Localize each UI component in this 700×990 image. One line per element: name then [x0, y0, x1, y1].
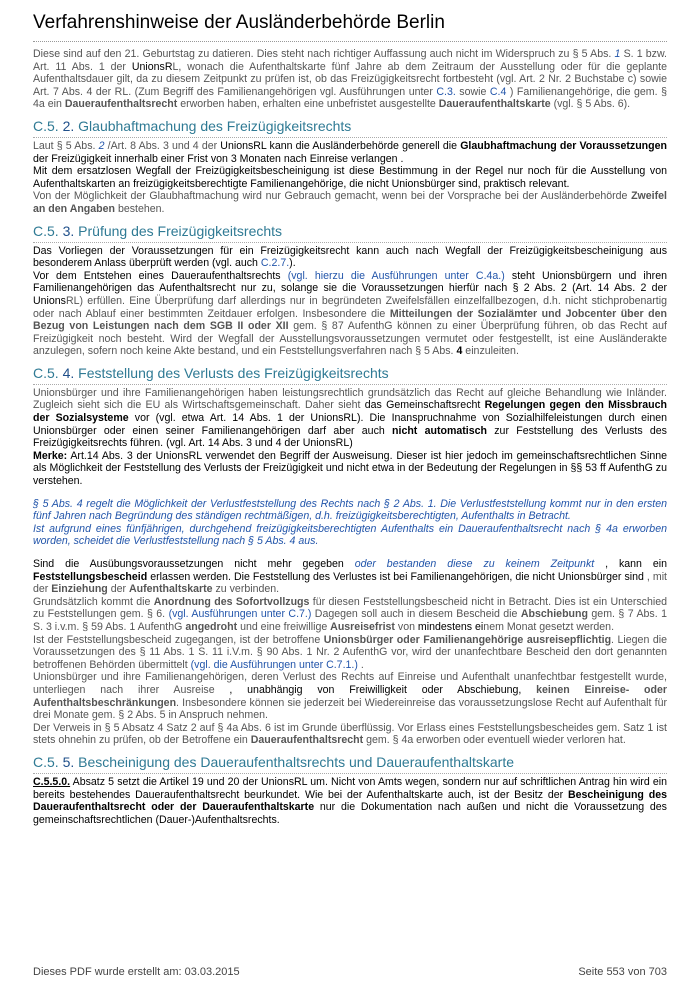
section-heading-c5-2: C.5. 2. Glaubhaftmachung des Freizügigkeitsrechts: [33, 117, 352, 134]
c5-2-paragraph-1: Laut § 5 Abs. 2 /Art. 8 Abs. 3 und 4 der UnionsRL kann die Ausländerbehörde generell die Glaubhaftmachung der Voraussetzungen der Freizügigkeit innerhalb einer Frist von 3 Monaten nach Einreise verlangen .: [33, 139, 667, 165]
link-c7-1[interactable]: (vgl. die Ausführungen unter C.7.1.): [190, 658, 358, 671]
c5-5-paragraph-1: C.5.5.0. Absatz 5 setzt die Artikel 19 und 20 der UnionsRL um. Nicht von Amts wegen, sondern nur auf schriftlichen Antrag hin wird ein bereits bestehendes Daueraufenthaltsrecht beurkundet. Wie bei der Aufenthaltskarte auch, ist der Besitz der Bescheinigung des Daueraufenthaltsrecht oder der Daueraufenthaltskarte nur die Dokumentation nach außen und nicht die Voraussetzung des gemeinschaftsrechtlichen (Dauer-)Aufenthaltsrechts.: [33, 775, 667, 826]
c5-4-paragraph-6: Unionsbürger und ihre Familienangehörigen, deren Verlust des Rechts auf Einreise und Aufenthalt unanfechtbar festgestellt wurde, unterliegen nach ihrer Ausreise , unabhängig von Freiwilligkeit oder Abschiebung, keinen Einreise- oder Aufenthaltsbeschränkungen. Insbesondere können sie jederzeit bei Wiedereinreise das voraussetzungslose Recht auf Aufenthalt für drei Monate gem. § 2 Abs. 5 in Anspruch nehmen.: [33, 671, 667, 722]
link-c4a[interactable]: (vgl. hierzu die Ausführungen unter C.4a.): [287, 269, 505, 282]
c5-2-paragraph-2: Mit dem ersatzlosen Wegfall der Freizügigkeitsbescheinigung ist diese Bestimmung in der Regel nur noch für die Ausstellung von Aufenthaltskarten an freizügigkeitsberechtigte Familienangehörige, die nicht Unionsbürger sind, praktisch relevant.: [33, 165, 667, 190]
footer-page-number: Seite 553 von 703: [578, 966, 667, 978]
section-divider: [33, 773, 667, 774]
title-divider: [33, 41, 667, 42]
section-divider: [33, 384, 667, 385]
link-c2-7[interactable]: C.2.7.: [260, 257, 290, 270]
c5-2-paragraph-3: Von der Möglichkeit der Glaubhaftmachung wird nur Gebrauch gemacht, wenn bei der Vorsprache bei der Ausländerbehörde Zweifel an den Angaben bestehen.: [33, 190, 667, 215]
intro-paragraph: Diese sind auf den 21. Geburtstag zu datieren. Dies steht nach richtiger Auffassung auch nicht im Widerspruch zu § 5 Abs. 1 S. 1 bzw. Art. 11 Abs. 1 der UnionsRL, wonach die Aufenthaltskarte fünf Jahre ab dem Zeitraum der Ausstellung oder für die geplante Aufenthaltsdauer gilt, da zu diesem Zeitpunkt zu prüfen ist, ob das Freizügigkeitsrecht fortbesteht (vgl. Art. 2 Nr. 2 Buchstabe c) sowie Art. 7 Abs. 4 der RL. (Zum Begriff des Familienangehörigen vgl. Ausführungen unter C.3. sowie C.4 ) Familienangehörige, die gem. § 4a ein Daueraufenthaltsrecht erworben haben, erhalten eine unbefristet ausgestellte Daueraufenthaltskarte (vgl. § 5 Abs. 6).: [33, 48, 667, 111]
c5-4-merke-paragraph: Merke: Art.14 Abs. 3 der UnionsRL verwendet den Begriff der Ausweisung. Dieser ist hier jedoch im gemeinschaftsrechtlichen Sinne als Möglichkeit der Feststellung des Verlusts der Freizügigkeit und nicht etwa in der Bedeutung der Regelungen in §§ 53 ff AufenthG zu verstehen.: [33, 449, 667, 488]
c5-4-quote-1: § 5 Abs. 4 regelt die Möglichkeit der Verlustfeststellung des Rechts nach § 2 Abs. 1. Die Verlustfeststellung kommt nur in den ersten fünf Jahren nach Begründung des ständigen rechtmäßigen, d.h. freizügigkeitsberechtigten, Aufenthalts in Betracht.: [33, 497, 667, 523]
section-heading-c5-4: C.5. 4. Feststellung des Verlusts des Freizügigkeitsrechts: [33, 364, 389, 381]
link-c3[interactable]: C.3.: [436, 85, 456, 98]
section-divider: [33, 137, 667, 138]
footer-created-date: Dieses PDF wurde erstellt am: 03.03.2015: [33, 966, 240, 978]
c5-4-paragraph-1: Unionsbürger und ihre Familienangehörigen haben leistungsrechtlich grundsätzlich das Recht auf gleiche Behandlung wie Inländer. Zugleich sieht sich die EU als Wirtschaftsgemeinschaft. Daher sieht das Gemeinschaftsrecht Regelungen gegen den Missbrauch der Sozialsysteme vor (vgl. etwa Art. 14 Abs. 1 der UnionsRL). Die Inanspruchnahme von Sozialhilfeleistungen durch einen Unionsbürger oder einen seiner Familienangehörigen darf aber auch nicht automatisch zur Feststellung des Verlusts des Freizügigkeitsrechts führen. (vgl. Art. 14 Abs. 3 und 4 der UnionsRL): [33, 386, 667, 450]
c5-4-paragraph-5: Ist der Feststellungsbescheid zugegangen, ist der betroffene Unionsbürger oder Familienangehörige ausreisepflichtig. Liegen die Voraussetzungen des § 11 Abs. 1 S. 11 i.V.m. § 90 Abs. 1 Nr. 2 AufenthG vor, wird der unanfechtbare Bescheid den dort genannten betroffenen Behörden übermittelt (vgl. die Ausführungen unter C.7.1.) .: [33, 633, 668, 671]
page-title: Verfahrenshinweise der Ausländerbehörde Berlin: [33, 12, 445, 33]
section-heading-c5-3: C.5. 3. Prüfung des Freizügigkeitsrechts: [33, 222, 283, 239]
c5-3-paragraph-2: Vor dem Entstehen eines Daueraufenthaltsrechts (vgl. hierzu die Ausführungen unter C.4a.) steht Unionsbürgern und ihren Familienangehörigen das Aufenthaltsrecht nur zu, solange sie die Voraussetzungen hierfür nach § 2 Abs. 2 (Art. 14 Abs. 2 der UnionsRL) erfüllen. Eine Überprüfung darf allerdings nur in begründeten Zweifelsfällen einzelfallbezogen, d.h. nicht stichprobenartig oder nach Ablauf einer bestimmten Zeitdauer erfolgen. Insbesondere die Mitteilungen der Sozialämter und Jobcenter über den Bezug von Leistungen nach dem SGB II oder XII gem. § 87 AufenthG können zu einer Überprüfung führen, ob das Recht auf Freizügigkeit noch besteht. Wird der Wegfall der Ausstellungsvoraussetzungen vermutet oder festgestellt, ist eine Ausländerakte anzulegen, sofern noch keine Akte bestand, und ein Feststellungsverfahren nach § 5 Abs. 4 einzuleiten.: [33, 269, 668, 358]
link-c7[interactable]: (vgl. Ausführungen unter C.7.): [168, 608, 312, 621]
section-divider: [33, 242, 667, 243]
c5-4-paragraph-7: Der Verweis in § 5 Absatz 4 Satz 2 auf § 4a Abs. 6 ist im Grunde überflüssig. Vor Erlass eines Feststellungsbescheides gem. Satz 1 ist stets ohnehin zu prüfen, ob der Betroffene ein Daueraufenthaltsrecht gem. § 4a erworben oder eventuell wieder verloren hat.: [33, 721, 667, 747]
link-c4[interactable]: C.4: [489, 85, 507, 98]
section-heading-c5-5: C.5. 5. Bescheinigung des Daueraufenthaltsrechts und Daueraufenthaltskarte: [33, 753, 514, 770]
c5-4-paragraph-4: Grundsätzlich kommt die Anordnung des Sofortvollzugs für diesen Feststellungsbescheid nicht in Betracht. Dies ist ein Unterschied zu Feststellungen gem. § 6. (vgl. Ausführungen unter C.7.) Dagegen soll auch in diesem Bescheid die Abschiebung gem. § 7 Abs. 1 S. 3 i.v.m. § 59 Abs. 1 AufenthG angedroht und eine freiwillige Ausreisefrist von mindestens einem Monat gesetzt werden.: [33, 595, 667, 633]
c5-4-quote-2: Ist aufgrund eines fünfjährigen, durchgehend freizügigkeitsberechtigten Aufenthalts ein Daueraufenthaltsrecht nach § 4a erworben worden, scheidet die Verlustfeststellung nach § 5 Abs. 4 aus.: [33, 522, 667, 548]
document-page: [33, 0, 667, 826]
page-footer: [33, 966, 667, 978]
c5-4-paragraph-3: Sind die Ausübungsvoraussetzungen nicht mehr gegeben oder bestanden diese zu keinem Zeitpunkt , kann ein Feststellungsbescheid erlassen werden. Die Feststellung des Verlustes ist bei Familienangehörigen, die nicht Unionsbürger sind , mit der Einziehung der Aufenthaltskarte zu verbinden.: [33, 558, 667, 596]
c5-3-paragraph-1: Das Vorliegen der Voraussetzungen für ein Freizügigkeitsrecht kann auch nach Wegfall der Freizügigkeitsbescheinigung aus besonderem Anlass überprüft werden (vgl. auch C.2.7.).: [33, 244, 667, 270]
